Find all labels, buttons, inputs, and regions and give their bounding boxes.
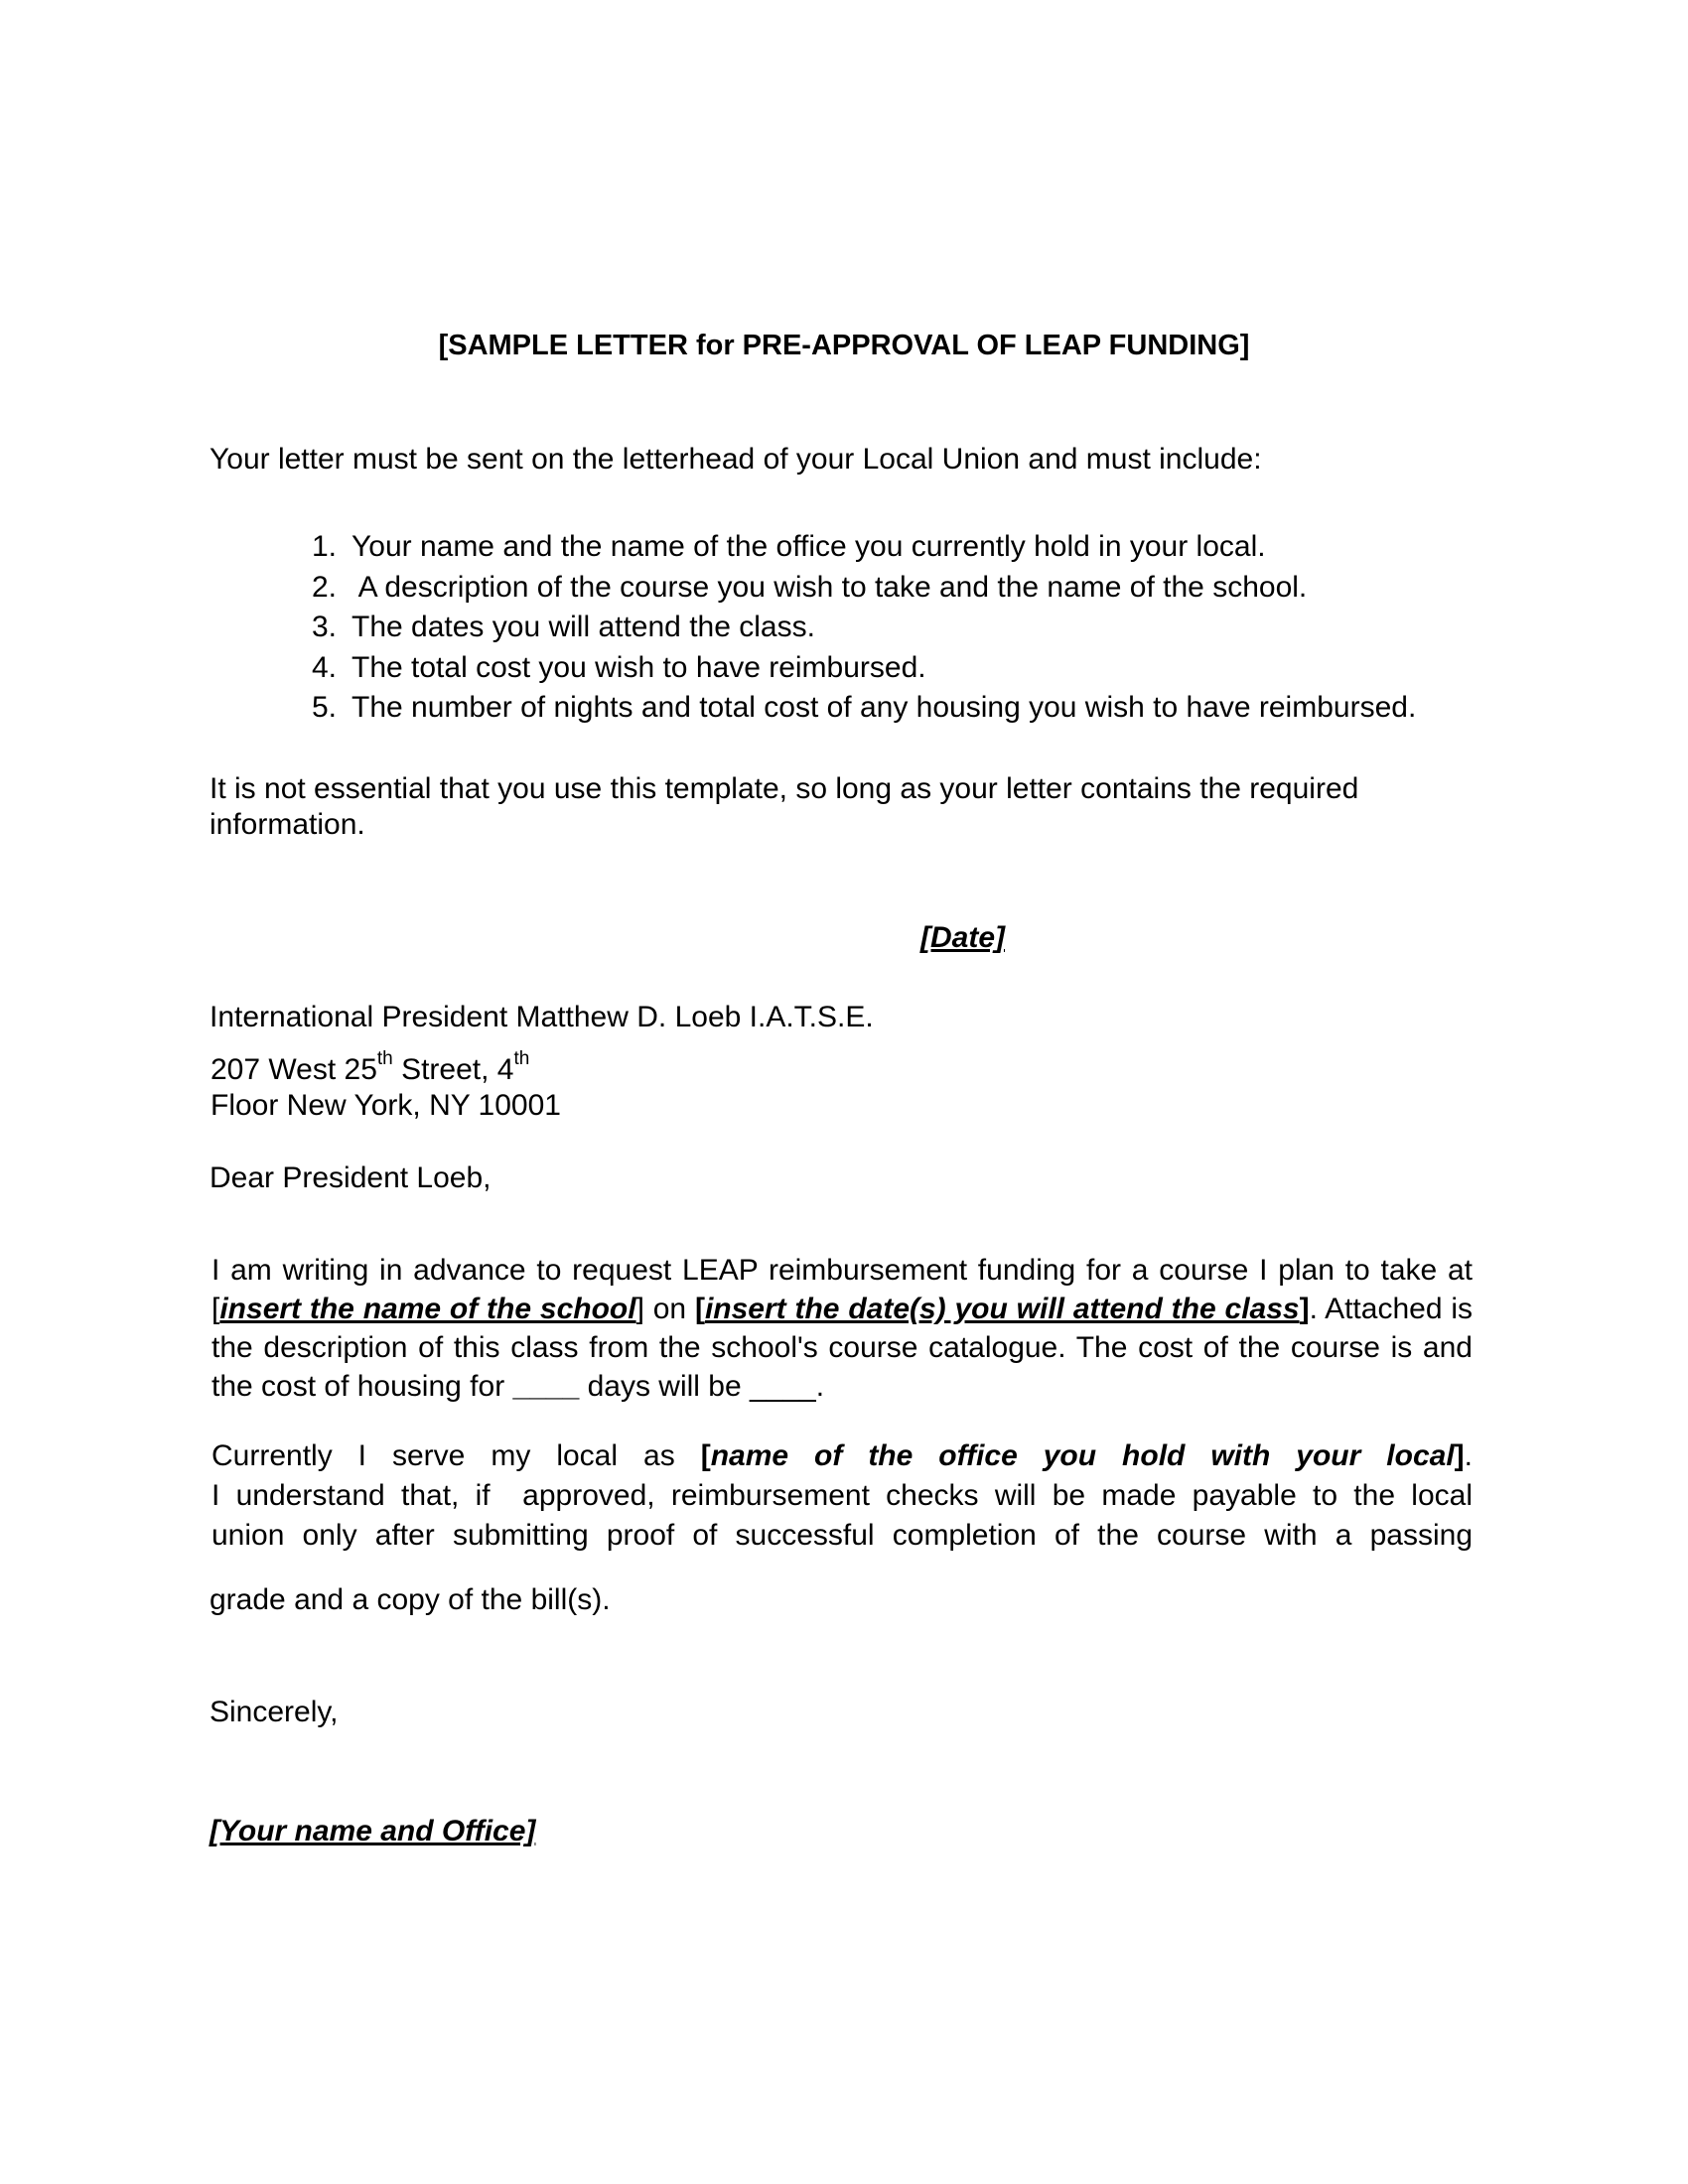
text-segment: union only after submitting proof of successful completion of the course with a (211, 1519, 1352, 1552)
list-number: 5. (312, 691, 338, 724)
paragraph-line (211, 1476, 1473, 1516)
closing: Sincerely, (210, 1696, 339, 1728)
word: as (643, 1439, 675, 1472)
list-item (312, 527, 1416, 568)
office-local-group (1386, 1439, 1473, 1472)
school-placeholder: insert the name of the school (219, 1293, 636, 1325)
list-text: The number of nights and total cost of any housing you wish to have reimbursed. (352, 691, 1417, 724)
address-street: 207 West 25 (211, 1053, 377, 1086)
paragraph-office (211, 1436, 1473, 1556)
list-number: 4. (312, 650, 338, 684)
list-number: 1. (312, 530, 338, 563)
recipient-address (211, 1048, 561, 1124)
word: serve (392, 1439, 466, 1472)
bracket: ] (1299, 1293, 1310, 1325)
list-number: 3. (312, 611, 338, 643)
paragraph-line: the description of this class from the school's course catalogue. The cost of the course is and (211, 1331, 1473, 1364)
template-note-line: It is not essential that you use this template, so long as your letter contains the required (210, 772, 1359, 805)
bracket: [ (700, 1439, 711, 1472)
list-text: The dates you will attend the class. (352, 611, 815, 643)
paragraph-line (211, 1367, 824, 1406)
page-title: [SAMPLE LETTER for PRE-APPROVAL OF LEAP FUNDING] (438, 330, 1250, 361)
period: . (1464, 1439, 1474, 1472)
office-placeholder: name of the office you hold with your (710, 1439, 1361, 1472)
list-item (312, 608, 1416, 648)
list-text: A description of the course you wish to take and the name of the school. (352, 570, 1308, 604)
paragraph-line (211, 1436, 1473, 1476)
list-item (312, 568, 1416, 609)
address-line (211, 1048, 561, 1088)
list-item (312, 688, 1416, 729)
text-segment: I understand (211, 1479, 385, 1512)
text-segment: that, (400, 1479, 460, 1512)
address-city-line: Floor New York, NY 10001 (211, 1089, 561, 1122)
paragraph-line-final: grade and a copy of the bill(s). (210, 1583, 611, 1616)
ordinal-suffix: th (376, 1048, 393, 1069)
list-text: Your name and the name of the office you currently hold in your local. (352, 530, 1266, 563)
days-text: days will be ____. (579, 1370, 825, 1403)
bracket: ] (1454, 1439, 1465, 1472)
list-item (312, 648, 1416, 689)
word: Currently I (211, 1439, 367, 1472)
word: local (556, 1439, 619, 1472)
intro-text: Your letter must be sent on the letterhead of your Local Union and must include: (210, 443, 1262, 476)
text-segment: passing (1369, 1519, 1474, 1552)
salutation: Dear President Loeb, (210, 1161, 492, 1194)
date-placeholder: [Date] (920, 921, 1006, 954)
recipient-name: International President Matthew D. Loeb I.A.T.S.E. (210, 1001, 874, 1033)
address-floor: Street, 4 (392, 1053, 514, 1086)
template-note (210, 771, 1358, 843)
paragraph-line (211, 1516, 1473, 1556)
list-number: 2. (312, 570, 338, 604)
bracket: [ (694, 1293, 705, 1325)
requirements-list (312, 527, 1416, 729)
office-local: local (1386, 1439, 1455, 1472)
text-segment: if approved, reimbursement checks will be made payable to the local (475, 1479, 1473, 1512)
template-note-line: information. (210, 808, 365, 841)
blank-days: ____ (512, 1370, 580, 1403)
ordinal-suffix: th (513, 1048, 530, 1069)
paragraph-line (211, 1290, 1473, 1328)
paragraph-request (211, 1251, 1474, 1403)
signature-placeholder: [Your name and Office] (210, 1815, 536, 1847)
paragraph-line: I am writing in advance to request LEAP reimbursement funding for a course I plan to take at (211, 1254, 1473, 1287)
word: my (491, 1439, 531, 1472)
attached-text: . Attached is (1309, 1293, 1474, 1325)
list-text: The total cost you wish to have reimbursed. (352, 650, 926, 684)
bracket: [ (211, 1293, 220, 1325)
bracket-on: ] on (635, 1293, 695, 1325)
dates-placeholder: insert the date(s) you will attend the class (704, 1293, 1300, 1325)
housing-text: the cost of housing for (211, 1370, 513, 1403)
